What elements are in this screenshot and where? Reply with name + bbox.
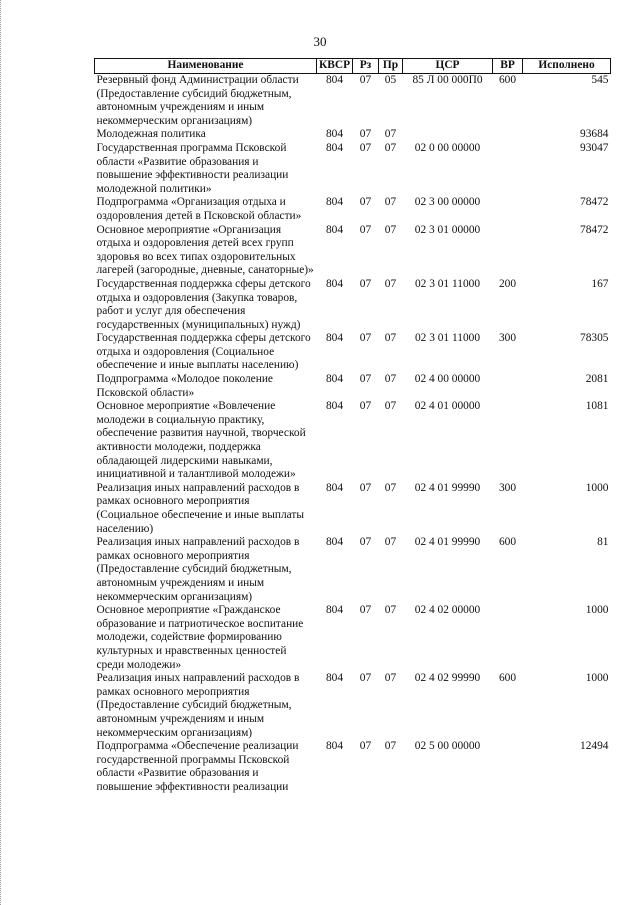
cell-amount: 545: [591, 74, 609, 86]
cell-amount: 12494: [580, 740, 609, 753]
cell-amount: 1000: [585, 672, 609, 685]
cell-vr: 600: [498, 536, 517, 549]
cell-name: Реализация иных направлений расходов в рамках основного мероприятия (Предоставление субсидий бюджетным, автономным учреждениям и иным некоммерческим организациям): [96, 536, 300, 603]
table-row: [95, 278, 611, 332]
cell-vr: 600: [498, 672, 517, 685]
cell-vr: 600: [498, 74, 517, 86]
cell-rz: 07: [359, 373, 372, 386]
cell-amount: 93047: [580, 141, 609, 154]
cell-vr: 300: [498, 332, 517, 345]
table-row: [95, 196, 611, 223]
cell-pr: 07: [384, 536, 397, 549]
cell-kvsr: 804: [325, 481, 344, 494]
cell-pr: 07: [384, 141, 397, 154]
cell-rz: 07: [359, 400, 372, 413]
cell-vr: [493, 224, 523, 278]
cell-vr: [493, 128, 523, 142]
cell-name: Основное мероприятие «Вовлечение молодежи в социальную практику, обеспечение развития научной, творческой активности молодежи, поддержка обладающей лидерскими навыками, инициативной и талантливой молодежи»: [96, 400, 306, 481]
cell-rz: 07: [359, 332, 372, 345]
cell-kvsr: 804: [325, 672, 344, 685]
cell-pr: 07: [384, 223, 397, 236]
cell-csr: 85 Л 00 000П0: [412, 74, 483, 86]
cell-csr: 02 3 01 11000: [414, 277, 481, 290]
cell-csr: 02 4 01 00000: [414, 400, 481, 413]
cell-amount: 78472: [580, 223, 609, 236]
table-row: [95, 604, 611, 672]
cell-rz: 07: [359, 141, 372, 154]
cell-amount: 93684: [580, 128, 609, 141]
cell-csr: 02 3 01 11000: [414, 332, 481, 345]
cell-csr: 02 0 00 00000: [414, 141, 481, 154]
cell-rz: 07: [359, 672, 372, 685]
cell-pr: 07: [384, 672, 397, 685]
cell-rz: 07: [359, 481, 372, 494]
cell-csr: 02 4 02 99990: [414, 672, 481, 685]
cell-csr: [403, 128, 493, 142]
table-row: [95, 74, 611, 129]
cell-name: Реализация иных направлений расходов в рамках основного мероприятия (Социальное обеспечение и иные выплаты населению): [96, 481, 305, 535]
cell-amount: 167: [591, 277, 609, 290]
cell-rz: 07: [359, 196, 372, 209]
cell-kvsr: 804: [325, 277, 344, 290]
table-row: [95, 400, 611, 482]
cell-pr: 07: [384, 373, 397, 386]
cell-name: Основное мероприятие «Гражданское образование и патриотическое воспитание молодежи, содействие формированию культурных и нравственных ценностей среди молодежи»: [96, 604, 304, 671]
cell-csr: 02 4 01 99990: [414, 481, 481, 494]
cell-pr: 07: [384, 196, 397, 209]
cell-name: Основное мероприятие «Организация отдыха и оздоровления детей всех групп здоровья во всех типах оздоровительных лагерей (загородные, дневные, санаторные)»: [96, 223, 314, 277]
cell-kvsr: 804: [325, 536, 344, 549]
cell-amount: 1000: [585, 604, 609, 617]
cell-name: Государственная поддержка сферы детского отдыха и оздоровления (Социальное обеспечение и иные выплаты населению): [96, 332, 311, 372]
cell-kvsr: 804: [325, 74, 344, 86]
cell-amount: 81: [597, 536, 609, 549]
cell-kvsr: 804: [325, 604, 344, 617]
cell-csr: 02 3 00 00000: [414, 196, 481, 209]
cell-name: Подпрограмма «Обеспечение реализации государственной программы Псковской области «Развитие образования и повышение эффективности реализации: [96, 740, 299, 793]
cell-kvsr: 804: [325, 740, 344, 753]
table-row: [95, 128, 611, 142]
cell-csr: 02 4 02 00000: [414, 604, 481, 617]
header-kvsr: КВСР: [317, 59, 353, 74]
table-row: [95, 740, 611, 794]
cell-pr: 05: [384, 74, 397, 86]
cell-rz: 07: [359, 536, 372, 549]
table-row: [95, 482, 611, 536]
cell-kvsr: 804: [325, 332, 344, 345]
cell-vr: [493, 604, 523, 672]
cell-vr: [493, 373, 523, 400]
cell-csr: 02 5 00 00000: [414, 740, 481, 753]
cell-kvsr: 804: [325, 196, 344, 209]
cell-kvsr: 804: [325, 223, 344, 236]
cell-amount: 78305: [580, 332, 609, 345]
table-header-row: [95, 59, 611, 74]
cell-kvsr: 804: [325, 373, 344, 386]
cell-kvsr: 804: [325, 141, 344, 154]
cell-csr: 02 3 01 00000: [414, 223, 481, 236]
cell-name: Резервный фонд Администрации области (Предоставление субсидий бюджетным, автономным учреждениям и иным некоммерческим организациям): [96, 74, 299, 127]
cell-name: Молодежная политика: [96, 128, 206, 141]
cell-pr: 07: [384, 400, 397, 413]
cell-vr: 300: [498, 481, 517, 494]
header-amount: Исполнено: [523, 59, 611, 74]
table-body: [95, 74, 611, 795]
cell-rz: 07: [359, 604, 372, 617]
cell-vr: [493, 142, 523, 196]
cell-amount: 78472: [580, 196, 609, 209]
cell-rz: 07: [359, 128, 372, 141]
cell-csr: 02 4 00 00000: [414, 373, 481, 386]
cell-name: Подпрограмма «Молодое поколение Псковской области»: [96, 373, 273, 399]
cell-pr: 07: [384, 604, 397, 617]
table-row: [95, 224, 611, 278]
header-name: Наименование: [95, 59, 317, 74]
header-csr: ЦСР: [403, 59, 493, 74]
cell-name: Государственная поддержка сферы детского отдыха и оздоровления (Закупка товаров, работ и услуг для обеспечения государственных (муниципальных) нужд): [96, 277, 311, 331]
cell-rz: 07: [359, 223, 372, 236]
cell-amount: 1081: [585, 400, 609, 413]
cell-amount: 1000: [585, 481, 609, 494]
cell-pr: 07: [384, 481, 397, 494]
cell-pr: 07: [384, 128, 397, 141]
cell-vr: [493, 400, 523, 482]
cell-csr: 02 4 01 99990: [414, 536, 481, 549]
table-row: [95, 142, 611, 196]
cell-vr: 200: [498, 277, 517, 290]
cell-vr: [493, 196, 523, 223]
page-edge: [0, 0, 3, 905]
cell-pr: 07: [384, 332, 397, 345]
cell-kvsr: 804: [325, 400, 344, 413]
cell-rz: 07: [359, 74, 372, 86]
table-row: [95, 373, 611, 400]
header-pr: Пр: [379, 59, 403, 74]
cell-rz: 07: [359, 277, 372, 290]
page-number: 30: [313, 34, 327, 49]
cell-name: Государственная программа Псковской области «Развитие образования и повышение эффективности реализации молодежной политики»: [96, 141, 289, 195]
cell-name: Подпрограмма «Организация отдыха и оздоровления детей в Псковской области»: [96, 196, 302, 222]
cell-pr: 07: [384, 277, 397, 290]
cell-amount: 2081: [585, 373, 609, 386]
cell-pr: 07: [384, 740, 397, 753]
table-row: [95, 672, 611, 740]
table-row: [95, 536, 611, 604]
budget-table: [94, 58, 611, 794]
header-rz: Рз: [353, 59, 379, 74]
cell-name: Реализация иных направлений расходов в рамках основного мероприятия (Предоставление субсидий бюджетным, автономным учреждениям и иным некоммерческим организациям): [96, 672, 300, 739]
table-row: [95, 332, 611, 373]
cell-rz: 07: [359, 740, 372, 753]
cell-kvsr: 804: [325, 128, 344, 141]
cell-vr: [493, 740, 523, 794]
header-vr: ВР: [493, 59, 523, 74]
